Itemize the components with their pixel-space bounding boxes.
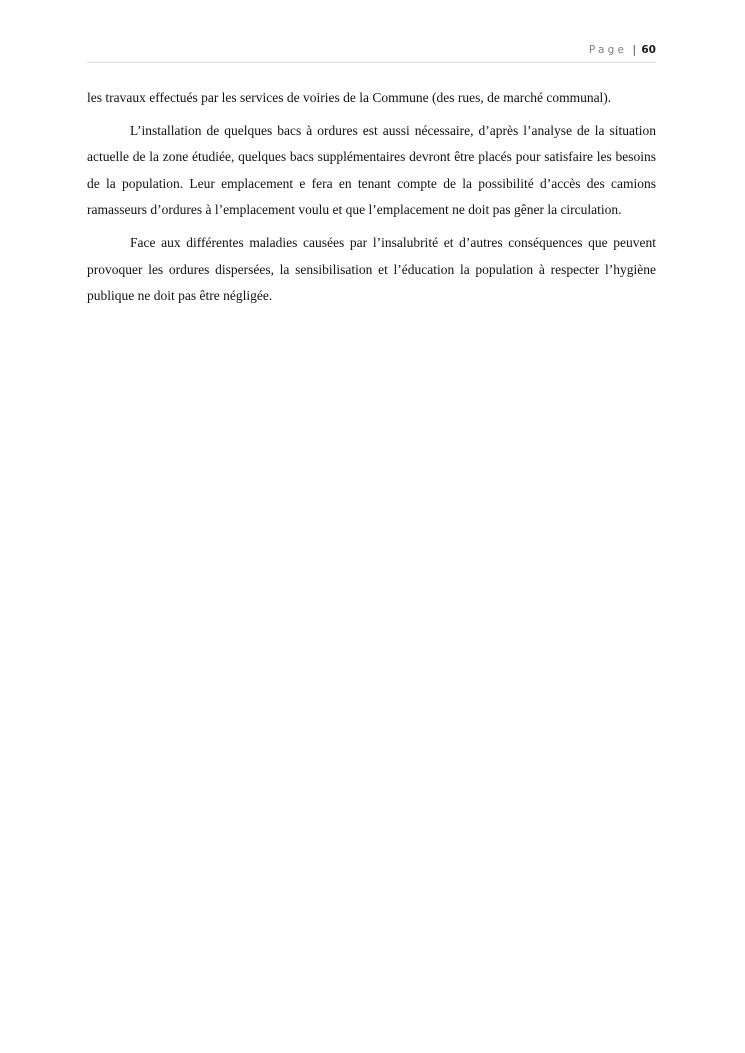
page-separator: | xyxy=(632,44,637,56)
page-header xyxy=(87,42,656,63)
page-word: Page xyxy=(588,44,628,56)
paragraph: L’installation de quelques bacs à ordures est aussi nécessaire, d’après l’analyse de la situation actuelle de la zone étudiée, quelques bacs supplémentaires devront être placés pour satisfaire les besoins de la population. Leur emplacement e fera en tenant compte de la possibilité d’accès des camions ramasseurs d’ordures à l’emplacement voulu et que l’emplacement ne doit pas gêner la circulation. xyxy=(87,122,656,218)
paragraph: Face aux différentes maladies causées par l’insalubrité et d’autres conséquences que peuvent provoquer les ordures dispersées, la sensibilisation et l’éducation la population à respecter l’hygiène publique ne doit pas être négligée. xyxy=(87,234,656,304)
page-number-label xyxy=(589,42,656,58)
body-text xyxy=(87,85,656,316)
page-number: 60 xyxy=(641,44,656,56)
paragraph: les travaux effectués par les services de voiries de la Commune (des rues, de marché communal). xyxy=(87,90,612,105)
